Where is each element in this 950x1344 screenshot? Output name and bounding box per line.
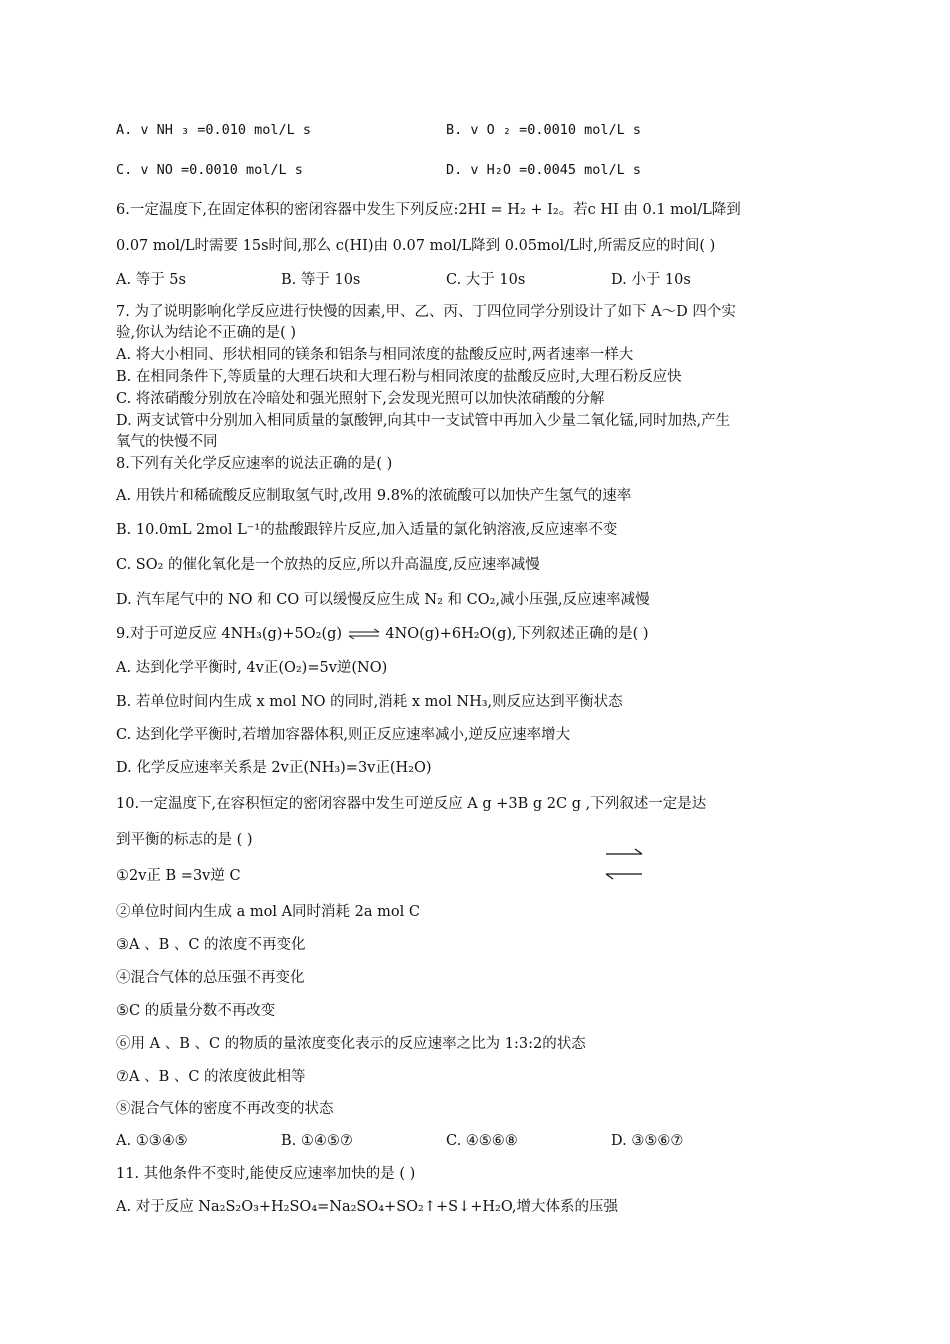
q7-option-b: B. 在相同条件下,等质量的大理石块和大理石粉与相同浓度的盐酸反应时,大理石粉反应快 xyxy=(116,369,682,385)
q6-option-a: A. 等于 5s xyxy=(116,272,186,288)
q7-option-a: A. 将大小相同、形状相同的镁条和铝条与相同浓度的盐酸反应时,两者速率一样大 xyxy=(116,347,634,363)
q6-stem-line1: 6.一定温度下,在固定体积的密闭容器中发生下列反应:2HI = H₂ + I₂。若c HI 由 0.1 mol/L降到 xyxy=(116,202,741,218)
q10-option-a: A. ①③④⑤ xyxy=(116,1133,188,1149)
q5-option-c: C. v NO =0.0010 mol/L s xyxy=(116,162,303,178)
q5-option-d: D. v H₂O =0.0045 mol/L s xyxy=(446,162,642,178)
q10-statement-2: ②单位时间内生成 a mol A同时消耗 2a mol C xyxy=(116,904,420,920)
q8-stem: 8.下列有关化学反应速率的说法正确的是( ) xyxy=(116,456,393,472)
q7-option-d-line2: 氧气的快慢不同 xyxy=(116,434,218,450)
q8-option-a: A. 用铁片和稀硫酸反应制取氢气时,改用 9.8%的浓硫酸可以加快产生氢气的速率 xyxy=(116,488,632,504)
q11-stem: 11. 其他条件不变时,能使反应速率加快的是 ( ) xyxy=(116,1166,416,1182)
q10-statement-7: ⑦A 、B 、C 的浓度彼此相等 xyxy=(116,1069,306,1085)
q9-option-d: D. 化学反应速率关系是 2v正(NH₃)=3v正(H₂O) xyxy=(116,760,432,776)
q6-stem-line2: 0.07 mol/L时需要 15s时间,那么 c(HI)由 0.07 mol/L降到 0.05mol/L时,所需反应的时间( ) xyxy=(116,238,716,254)
q7-option-c: C. 将浓硝酸分别放在冷暗处和强光照射下,会发现光照可以加快浓硝酸的分解 xyxy=(116,391,605,407)
q10-option-c: C. ④⑤⑥⑧ xyxy=(446,1133,518,1149)
q6-option-b: B. 等于 10s xyxy=(281,272,361,288)
q8-option-c: C. SO₂ 的催化氧化是一个放热的反应,所以升高温度,反应速率减慢 xyxy=(116,557,540,573)
equilibrium-arrow-icon xyxy=(347,628,381,640)
q10-stem-line2: 到平衡的标志的是 ( ) xyxy=(116,832,253,848)
q10-statement-4: ④混合气体的总压强不再变化 xyxy=(116,970,305,986)
q5-option-a: A. v NH ₃ =0.010 mol/L s xyxy=(116,122,312,138)
q5-option-b: B. v O ₂ =0.0010 mol/L s xyxy=(446,122,642,138)
q9-stem-reactants: 9.对于可逆反应 4NH₃(g)+5O₂(g) xyxy=(116,626,343,642)
q10-option-b: B. ①④⑤⑦ xyxy=(281,1133,353,1149)
q10-statement-5: ⑤C 的质量分数不再改变 xyxy=(116,1003,276,1019)
q6-option-c: C. 大于 10s xyxy=(446,272,526,288)
q11-option-a: A. 对于反应 Na₂S₂O₃+H₂SO₄=Na₂SO₄+SO₂↑+S↓+H₂O,增大体系的压强 xyxy=(116,1199,618,1215)
q10-statement-1: ①2v正 B =3v逆 C xyxy=(116,868,241,884)
q7-stem-line1: 7. 为了说明影响化学反应进行快慢的因素,甲、乙、丙、丁四位同学分别设计了如下 A～D 四个实 xyxy=(116,304,736,320)
q9-option-b: B. 若单位时间内生成 x mol NO 的同时,消耗 x mol NH₃,则反应达到平衡状态 xyxy=(116,694,623,710)
q10-stem-line1: 10.一定温度下,在容积恒定的密闭容器中发生可逆反应 A g +3B g 2C g ,下列叙述一定是达 xyxy=(116,796,707,812)
q7-option-d-line1: D. 两支试管中分别加入相同质量的氯酸钾,向其中一支试管中再加入少量二氧化锰,同时加热,产生 xyxy=(116,413,731,429)
q7-stem-line2: 验,你认为结论不正确的是( ) xyxy=(116,325,297,341)
q10-option-d: D. ③⑤⑥⑦ xyxy=(611,1133,684,1149)
q9-option-c: C. 达到化学平衡时,若增加容器体积,则正反应速率减小,逆反应速率增大 xyxy=(116,727,571,743)
q9-stem-products: 4NO(g)+6H₂O(g),下列叙述正确的是( ) xyxy=(385,626,649,642)
q6-option-d: D. 小于 10s xyxy=(611,272,691,288)
q9-option-a: A. 达到化学平衡时, 4v正(O₂)=5v逆(NO) xyxy=(116,660,388,676)
q8-option-d: D. 汽车尾气中的 NO 和 CO 可以缓慢反应生成 N₂ 和 CO₂,减小压强,反应速率减慢 xyxy=(116,592,650,608)
q10-statement-8: ⑧混合气体的密度不再改变的状态 xyxy=(116,1101,334,1117)
q10-statement-6: ⑥用 A 、B 、C 的物质的量浓度变化表示的反应速率之比为 1:3:2的状态 xyxy=(116,1036,586,1052)
q9-stem xyxy=(116,624,649,644)
q8-option-b: B. 10.0mL 2mol L⁻¹的盐酸跟锌片反应,加入适量的氯化钠溶液,反应速率不变 xyxy=(116,522,618,538)
reversible-arrows-icon xyxy=(604,846,644,882)
q10-statement-3: ③A 、B 、C 的浓度不再变化 xyxy=(116,937,306,953)
